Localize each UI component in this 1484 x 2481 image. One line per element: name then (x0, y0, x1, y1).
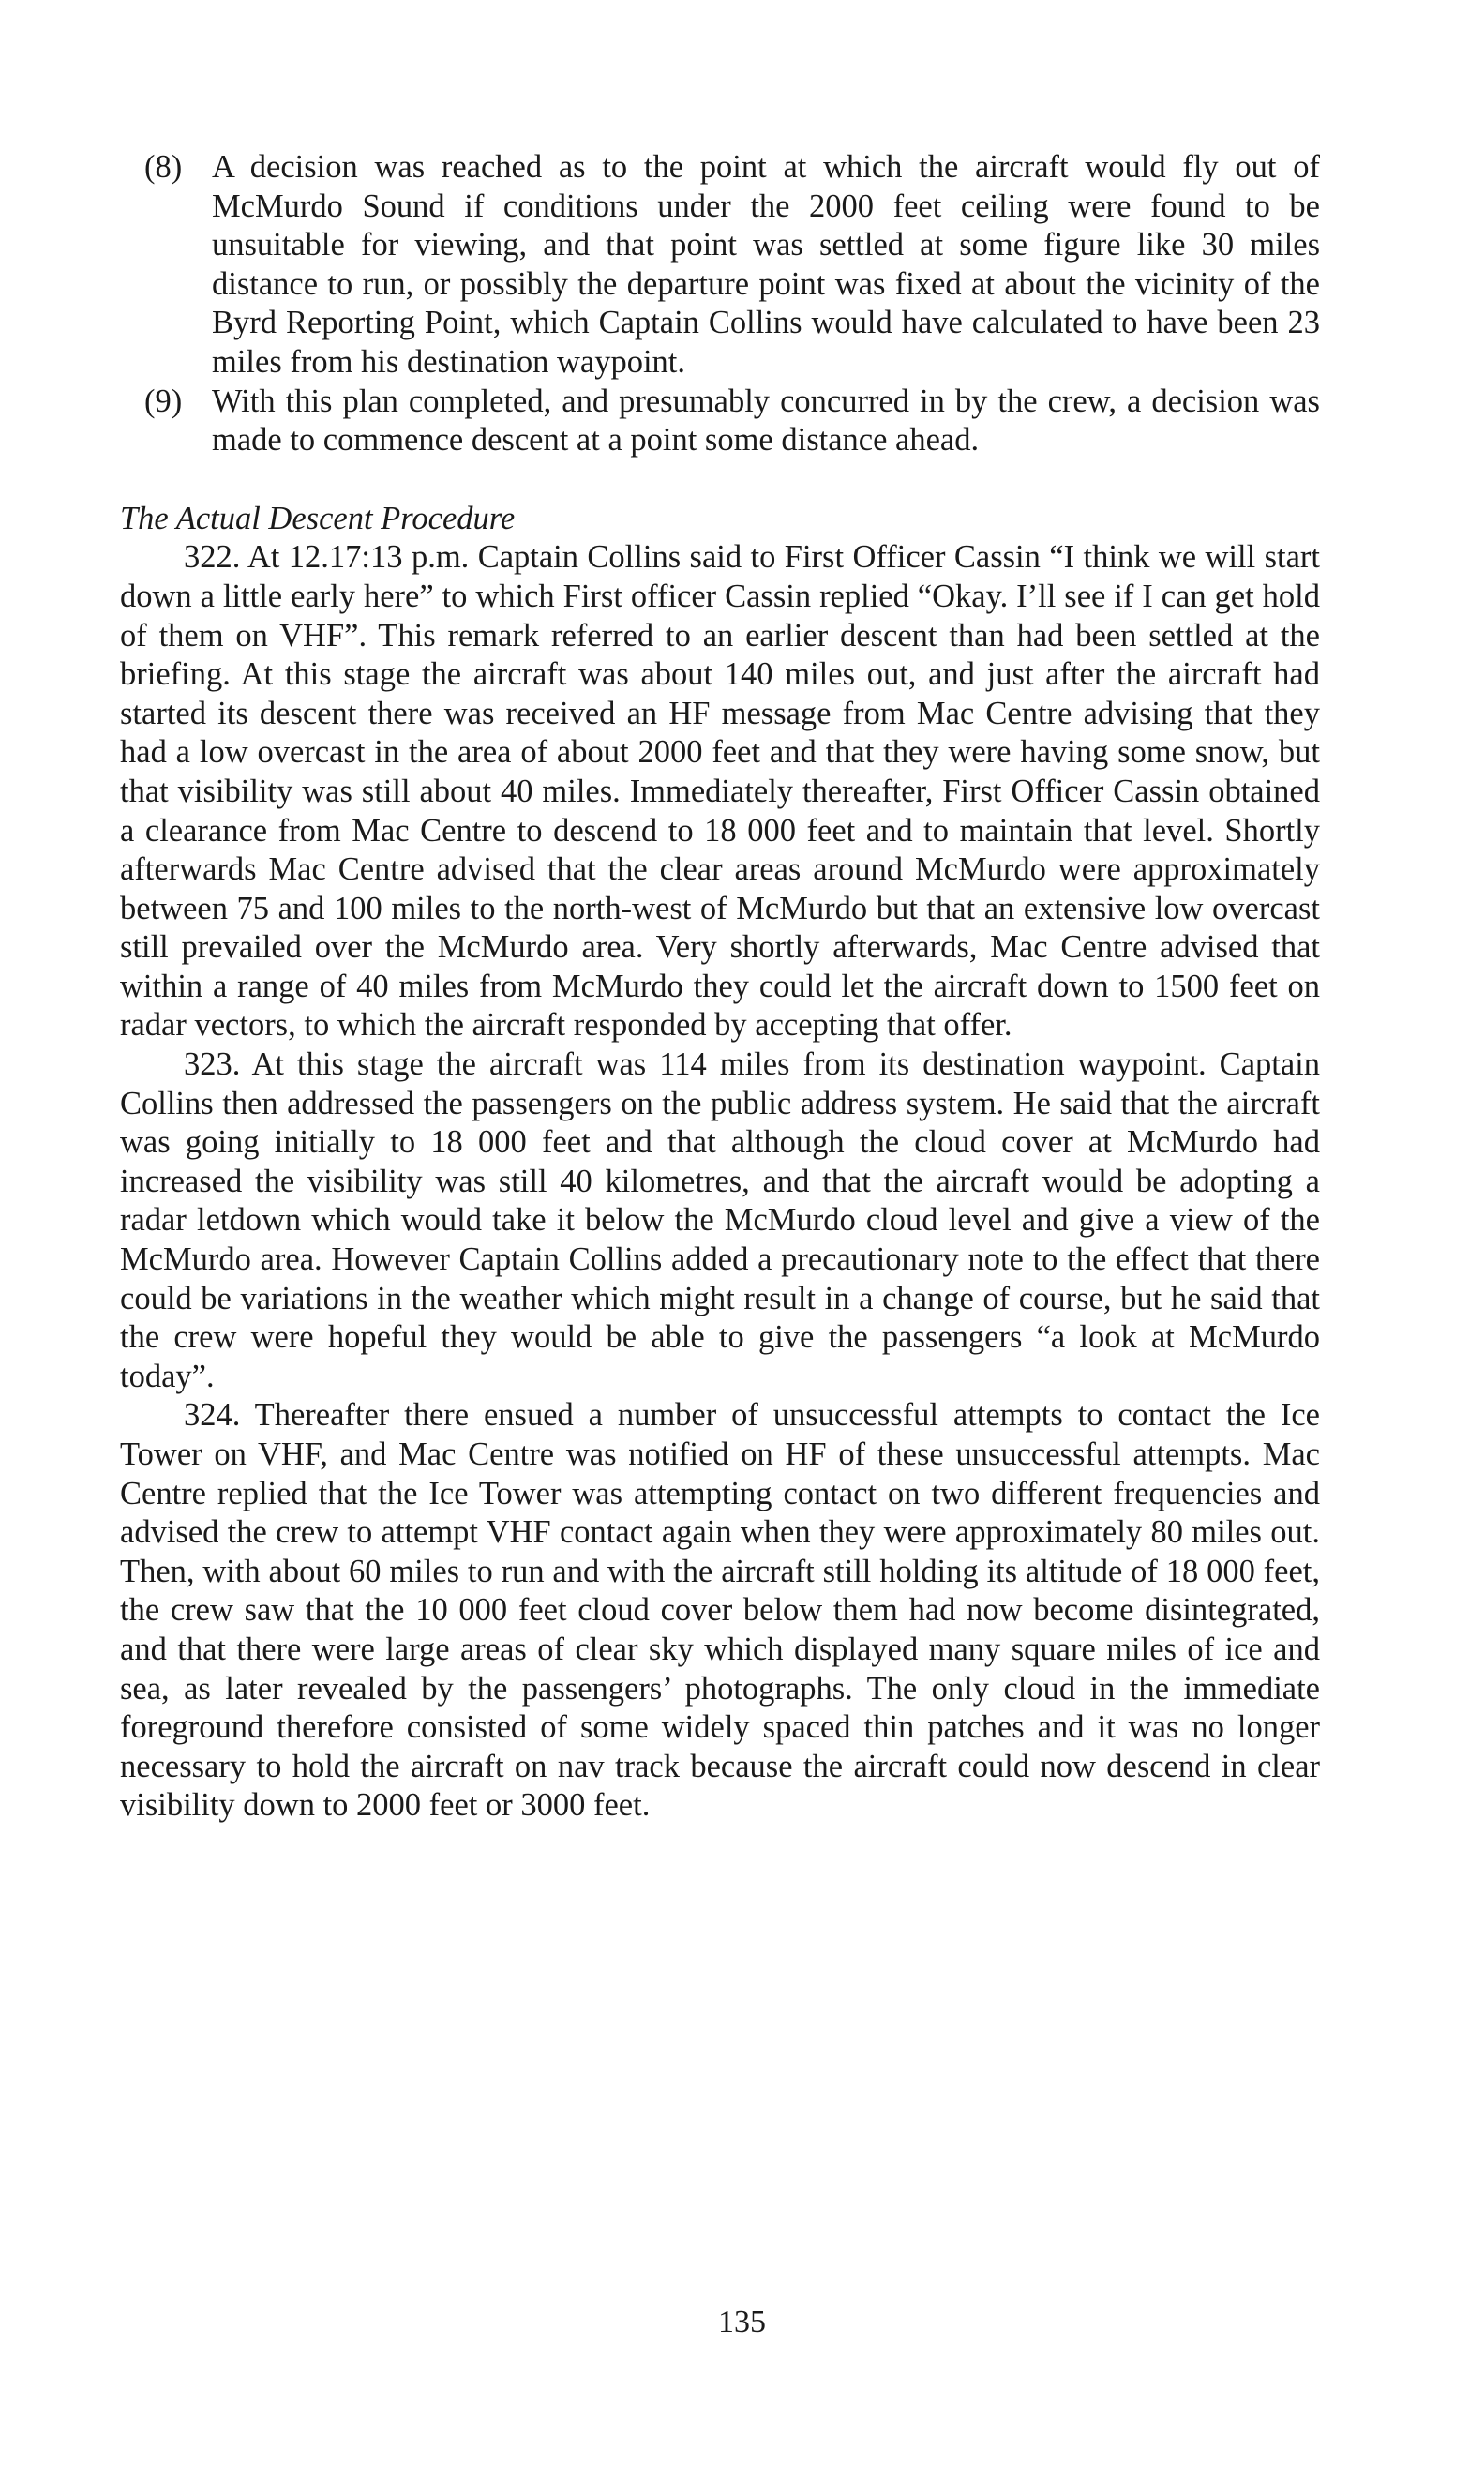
list-item (120, 148, 1320, 383)
paragraph-323: 323. At this stage the aircraft was 114 miles from its destination waypoint. Captain Collins then addressed the passengers on the public address system. He said that the aircraft was going initially to 18 000 feet and that although the cloud cover at McMurdo had increased the visibility was still 40 kilometres, and that the aircraft would be adopting a radar letdown which would take it below the McMurdo cloud level and give a view of the McMurdo area. However Captain Collins added a precautionary note to the effect that there could be variations in the weather which might result in a change of course, but he said that the crew were hopeful they would be able to give the passengers “a look at McMurdo today”. (120, 1046, 1320, 1394)
list-item-text: A decision was reached as to the point at which the aircraft would fly out of McMurdo Sound if conditions under the 2000 feet ceiling were found to be unsuitable for viewing, and that point was settled at some figure like 30 miles distance to run, or possibly the departure point was fixed at about the vicinity of the Byrd Reporting Point, which Captain Collins would have calculated to have been 23 miles from his destination waypoint. (212, 149, 1320, 380)
list-item (120, 383, 1320, 460)
paragraph-324: 324. Thereafter there ensued a number of unsuccessful attempts to contact the Ice Tower on VHF, and Mac Centre was notified on HF of these unsuccessful attempts. Mac Centre replied that the Ice Tower was attempting contact on two different frequencies and advised the crew to attempt VHF contact again when they were approximately 80 miles out. Then, with about 60 miles to run and with the aircraft still holding its altitude of 18 000 feet, the crew saw that the 10 000 feet cloud cover below them had now become disintegrated, and that there were large areas of clear sky which displayed many square miles of ice and sea, as later revealed by the passengers’ photographs. The only cloud in the immediate foreground therefore consisted of some widely spaced thin patches and it was no longer necessary to hold the aircraft on nav track because the aircraft could now descend in clear visibility down to 2000 feet or 3000 feet. (120, 1397, 1320, 1824)
list-item-number: (8) (144, 149, 183, 185)
page-body (120, 148, 1320, 1826)
paragraph-322: 322. At 12.17:13 p.m. Captain Collins said to First Officer Cassin “I think we will start down a little early here” to which First officer Cassin replied “Okay. I’ll see if I can get hold of them on VHF”. This remark referred to an earlier descent than had been settled at the briefing. At this stage the aircraft was about 140 miles out, and just after the aircraft had started its descent there was received an HF message from Mac Centre advising that they had a low overcast in the area of about 2000 feet and that they were having some snow, but that visibility was still about 40 miles. Immediately thereafter, First Officer Cassin obtained a clearance from Mac Centre to descend to 18 000 feet and to maintain that level. Shortly afterwards Mac Centre advised that the clear areas around McMurdo were approximately between 75 and 100 miles to the north-west of McMurdo but that an extensive low overcast still prevailed over the McMurdo area. Very shortly afterwards, Mac Centre advised that within a range of 40 miles from McMurdo they could let the aircraft down to 1500 feet on radar vectors, to which the aircraft responded by accepting that offer. (120, 539, 1320, 1044)
section-heading: The Actual Descent Procedure (120, 500, 516, 536)
list-item-text: With this plan completed, and presumably concurred in by the crew, a decision was made to commence descent at a point some distance ahead. (212, 383, 1320, 459)
list-item-number: (9) (144, 383, 183, 419)
page-number: 135 (718, 2305, 766, 2339)
